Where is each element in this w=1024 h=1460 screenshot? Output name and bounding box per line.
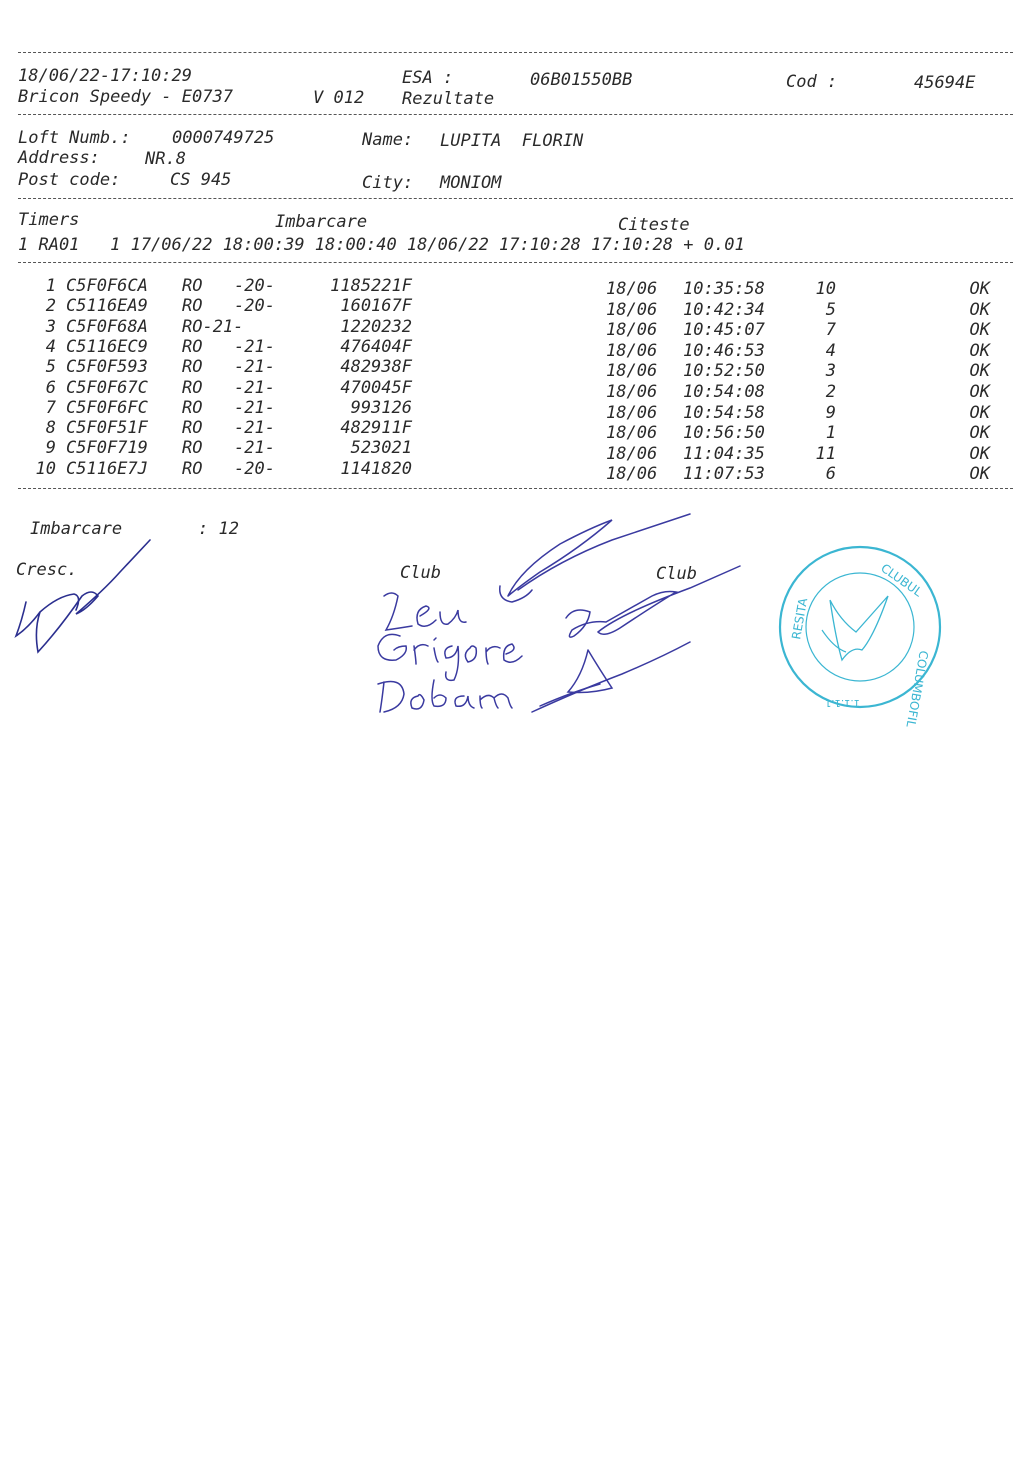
cell-chip: C5116EA9 — [66, 296, 148, 317]
cell-time: 10:42:34 — [683, 299, 765, 320]
cell-year: -21- — [234, 377, 275, 398]
cell-country: RO — [182, 438, 203, 459]
cell-country: RO — [182, 336, 203, 357]
cell-ring: 482938F — [340, 357, 412, 378]
cell-chip: C5F0F68A — [66, 316, 148, 337]
timers-label: Timers — [18, 210, 80, 230]
club-label-2: Club — [656, 564, 697, 584]
imbarcare-total-value: : 12 — [198, 519, 239, 539]
cell-order: 2 — [825, 382, 836, 402]
cell-date: 18/06 — [606, 320, 658, 341]
cell-ring: 1185221F — [330, 276, 412, 296]
handwritten-names — [378, 514, 740, 712]
cell-year: -20- — [234, 276, 275, 296]
cell-chip: C5F0F6CA — [66, 276, 148, 296]
cell-date: 18/06 — [606, 402, 658, 423]
cell-country: RO — [182, 296, 203, 317]
club-label-1: Club — [400, 563, 441, 583]
cell-ring: 1220232 — [340, 316, 412, 337]
cell-year: -21- — [234, 336, 275, 357]
cell-date: 18/06 — [606, 423, 658, 444]
svg-text:CLUBUL: CLUBUL — [878, 560, 925, 600]
cell-status: OK — [969, 361, 990, 382]
cell-chip: C5116EC9 — [66, 336, 148, 357]
svg-text:RESITA: RESITA — [789, 597, 811, 641]
cell-chip: C5F0F6FC — [66, 397, 148, 418]
loft-label: Loft Numb.: — [18, 128, 131, 148]
fancier-name: LUPITA FLORIN — [440, 131, 584, 151]
cell-status: OK — [969, 299, 990, 320]
cell-ring: 482911F — [340, 418, 412, 439]
cell-date: 18/06 — [606, 361, 658, 382]
cell-time: 10:54:08 — [683, 382, 765, 402]
cell-ring: 476404F — [340, 336, 412, 357]
timer-line: 1 RA01 1 17/06/22 18:00:39 18:00:40 18/06/22 17:10:28 17:10:28 + 0.01 — [18, 235, 745, 255]
cell-order: 7 — [825, 320, 836, 341]
cell-country: RO — [182, 397, 203, 418]
cell-time: 10:52:50 — [683, 361, 765, 382]
cell-year: -21- — [234, 438, 275, 459]
software-name: Bricon Speedy - E0737 — [18, 87, 233, 107]
cell-order: 5 — [825, 299, 836, 320]
cell-year: -21- — [234, 418, 275, 439]
cell-order: 3 — [825, 361, 836, 382]
esa-value: 06B01550BB — [530, 70, 633, 90]
cod-value: 45694E — [914, 73, 976, 93]
cell-no: 9 — [45, 438, 56, 459]
cell-order: 6 — [825, 464, 836, 485]
cell-date: 18/06 — [606, 299, 658, 320]
cell-no: 4 — [45, 336, 56, 357]
cell-order: 11 — [815, 443, 836, 464]
report-type: Rezultate — [402, 89, 495, 109]
cresc-label: Cresc. — [16, 560, 78, 580]
cell-no: 1 — [45, 276, 56, 296]
loft-number: 0000749725 — [172, 128, 275, 148]
cod-label: Cod : — [786, 72, 838, 92]
software-version: V 012 — [313, 88, 365, 108]
cell-no: 7 — [45, 397, 56, 418]
cell-date: 18/06 — [606, 279, 658, 299]
cell-date: 18/06 — [606, 443, 658, 464]
cell-chip: C5F0F51F — [66, 418, 148, 439]
cell-time: 10:46:53 — [683, 340, 765, 361]
svg-text:1.1.1.1: 1.1.1.1 — [825, 697, 860, 708]
city-label: City: — [362, 173, 414, 193]
cell-status: OK — [969, 423, 990, 444]
name-label: Name: — [362, 130, 414, 150]
cell-ring: 160167F — [340, 296, 412, 317]
cell-country: RO — [182, 377, 203, 398]
cell-year: -20- — [234, 458, 275, 479]
cell-country: RO — [182, 458, 203, 479]
cell-no: 3 — [45, 316, 56, 337]
cell-ring: 470045F — [340, 377, 412, 398]
print-datetime: 18/06/22-17:10:29 — [18, 66, 192, 86]
cell-time: 11:07:53 — [683, 464, 765, 485]
cell-chip: C5116E7J — [66, 458, 148, 479]
cell-status: OK — [969, 340, 990, 361]
address-label: Address: — [18, 148, 100, 168]
cell-ring: 1141820 — [340, 458, 412, 479]
cell-date: 18/06 — [606, 464, 658, 485]
esa-label: ESA : — [402, 68, 454, 88]
cell-year: -20- — [234, 296, 275, 317]
postcode-label: Post code: — [18, 170, 121, 190]
cell-ring: 523021 — [350, 438, 412, 459]
cell-order: 9 — [825, 402, 836, 423]
address-value: NR.8 — [145, 149, 186, 169]
svg-text:COLUMBOFIL: COLUMBOFIL — [903, 649, 931, 729]
cell-date: 18/06 — [606, 382, 658, 402]
cell-time: 10:35:58 — [683, 279, 765, 299]
club-stamp — [780, 547, 940, 729]
cell-status: OK — [969, 320, 990, 341]
cell-status: OK — [969, 382, 990, 402]
imbarcare-total-label: Imbarcare — [30, 519, 123, 539]
cell-year: -21- — [234, 397, 275, 418]
cell-time: 10:54:58 — [683, 402, 765, 423]
cell-status: OK — [969, 443, 990, 464]
cell-status: OK — [969, 464, 990, 485]
cell-country: RO-21- — [182, 316, 244, 337]
cell-order: 10 — [815, 279, 836, 299]
cell-no: 10 — [35, 458, 56, 479]
cell-country: RO — [182, 418, 203, 439]
cell-status: OK — [969, 279, 990, 299]
cell-chip: C5F0F67C — [66, 377, 148, 398]
cell-chip: C5F0F593 — [66, 357, 148, 378]
citeste-header: Citeste — [618, 215, 690, 235]
city-value: MONIOM — [440, 173, 502, 193]
cell-country: RO — [182, 357, 203, 378]
breeder-signature — [16, 540, 150, 652]
cell-ring: 993126 — [350, 397, 412, 418]
cell-year: -21- — [234, 357, 275, 378]
imbarcare-header: Imbarcare — [275, 212, 368, 232]
cell-chip: C5F0F719 — [66, 438, 148, 459]
cell-time: 10:56:50 — [683, 423, 765, 444]
cell-time: 10:45:07 — [683, 320, 765, 341]
cell-time: 11:04:35 — [683, 443, 765, 464]
cell-order: 4 — [825, 340, 836, 361]
cell-status: OK — [969, 402, 990, 423]
cell-country: RO — [182, 276, 203, 296]
postcode-value: CS 945 — [170, 170, 232, 190]
cell-order: 1 — [825, 423, 836, 444]
cell-no: 6 — [45, 377, 56, 398]
cell-no: 5 — [45, 357, 56, 378]
cell-date: 18/06 — [606, 340, 658, 361]
cell-no: 8 — [45, 418, 56, 439]
cell-no: 2 — [45, 296, 56, 317]
